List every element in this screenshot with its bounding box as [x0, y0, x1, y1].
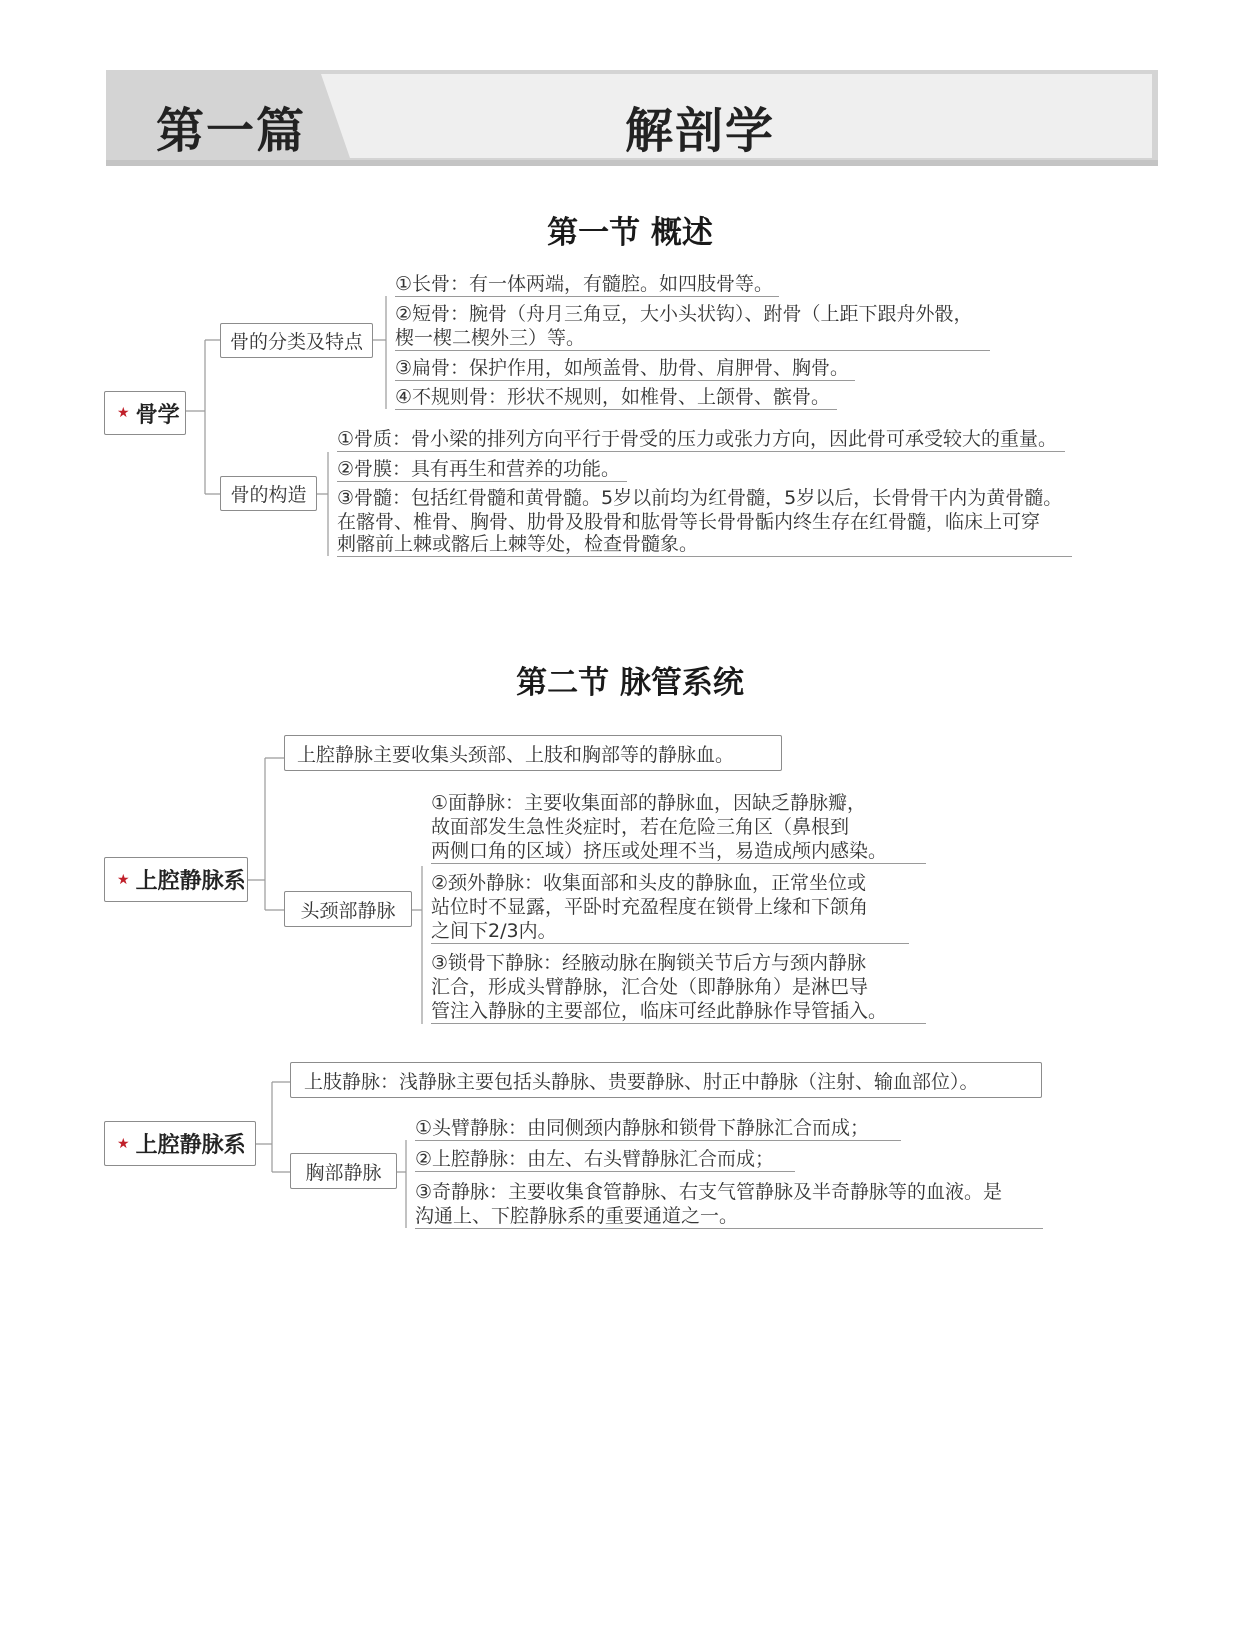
- leaf-marrow-2: 在髂骨、椎骨、胸骨、肋骨及股骨和肱骨等长骨骨骺内终生存在红骨髓，临床上可穿: [337, 511, 1041, 533]
- leaf-subclavian-3: 管注入静脉的主要部位，临床可经此静脉作导管插入。: [431, 999, 926, 1024]
- branch-node-head-neck[interactable]: 头颈部静脉: [284, 891, 412, 927]
- star-icon: ★: [117, 1135, 130, 1152]
- leaf-azygos-2: 沟通上、下腔静脉系的重要通道之一。: [415, 1204, 1043, 1229]
- section-title-1: 第一节 概述: [547, 215, 713, 251]
- root-label: 上腔静脉系: [135, 1133, 246, 1158]
- leaf-marrow-3: 刺髂前上棘或髂后上棘等处，检查骨髓象。: [337, 532, 1072, 557]
- leaf-irregular-bone: ④不规则骨：形状不规则，如椎骨、上颌骨、髌骨。: [395, 385, 837, 410]
- summary-node-upper-limb[interactable]: 上肢静脉：浅静脉主要包括头静脉、贵要静脉、肘正中静脉（注射、输血部位）。: [290, 1062, 1042, 1098]
- leaf-flat-bone: ③扁骨：保护作用，如颅盖骨、肋骨、肩胛骨、胸骨。: [395, 356, 855, 381]
- leaf-svc: ②上腔静脉：由左、右头臂静脉汇合而成；: [415, 1147, 795, 1172]
- leaf-facial-vein-2: 故面部发生急性炎症时，若在危险三角区（鼻根到: [431, 816, 850, 838]
- leaf-azygos-1: ③奇静脉：主要收集食管静脉、右支气管静脉及半奇静脉等的血液。是: [415, 1181, 1003, 1203]
- root-label: 骨学: [135, 402, 180, 428]
- root-node-bone[interactable]: [104, 391, 186, 435]
- leaf-subclavian-1: ③锁骨下静脉：经腋动脉在胸锁关节后方与颈内静脉: [431, 952, 867, 974]
- leaf-bone-substance: ①骨质：骨小梁的排列方向平行于骨受的压力或张力方向，因此骨可承受较大的重量。: [337, 427, 1065, 452]
- star-icon: ★: [117, 871, 130, 888]
- leaf-ext-jugular-1: ②颈外静脉：收集面部和头皮的静脉血，正常坐位或: [431, 872, 867, 894]
- leaf-periosteum: ②骨膜：具有再生和营养的功能。: [337, 457, 627, 482]
- leaf-subclavian-2: 汇合，形成头臂静脉，汇合处（即静脉角）是淋巴导: [431, 976, 869, 998]
- root-label: 上腔静脉系: [135, 869, 246, 894]
- leaf-facial-vein-1: ①面静脉：主要收集面部的静脉血，因缺乏静脉瓣，: [431, 792, 867, 814]
- part-label: 第一篇: [156, 103, 307, 159]
- leaf-long-bone: ①长骨：有一体两端，有髓腔。如四肢骨等。: [395, 272, 779, 297]
- leaf-short-bone-cont: 楔一楔二楔外三）等。: [395, 326, 990, 351]
- star-icon: ★: [117, 405, 130, 421]
- branch-node-structure[interactable]: 骨的构造: [220, 476, 317, 511]
- leaf-brachiocephalic: ①头臂静脉：由同侧颈内静脉和锁骨下静脉汇合而成；: [415, 1116, 901, 1141]
- branch-node-classification[interactable]: 骨的分类及特点: [220, 323, 373, 358]
- leaf-ext-jugular-2: 站位时不显露，平卧时充盈程度在锁骨上缘和下颌角: [431, 896, 869, 918]
- part-title: 解剖学: [624, 103, 775, 159]
- summary-node-svc[interactable]: 上腔静脉主要收集头颈部、上肢和胸部等的静脉血。: [284, 735, 782, 771]
- root-node-svc-1[interactable]: [104, 857, 248, 902]
- root-node-svc-2[interactable]: [104, 1121, 256, 1166]
- section-title-2: 第二节 脉管系统: [516, 665, 744, 701]
- leaf-marrow-1: ③骨髓：包括红骨髓和黄骨髓。5岁以前均为红骨髓，5岁以后，长骨骨干内为黄骨髓。: [337, 487, 1063, 509]
- leaf-facial-vein-3: 两侧口角的区域）挤压或处理不当，易造成颅内感染。: [431, 839, 926, 864]
- leaf-short-bone: ②短骨：腕骨（舟月三角豆，大小头状钩）、跗骨（上距下跟舟外骰，: [395, 303, 973, 325]
- branch-node-thoracic[interactable]: 胸部静脉: [290, 1153, 397, 1189]
- leaf-ext-jugular-3: 之间下2/3内。: [431, 919, 909, 944]
